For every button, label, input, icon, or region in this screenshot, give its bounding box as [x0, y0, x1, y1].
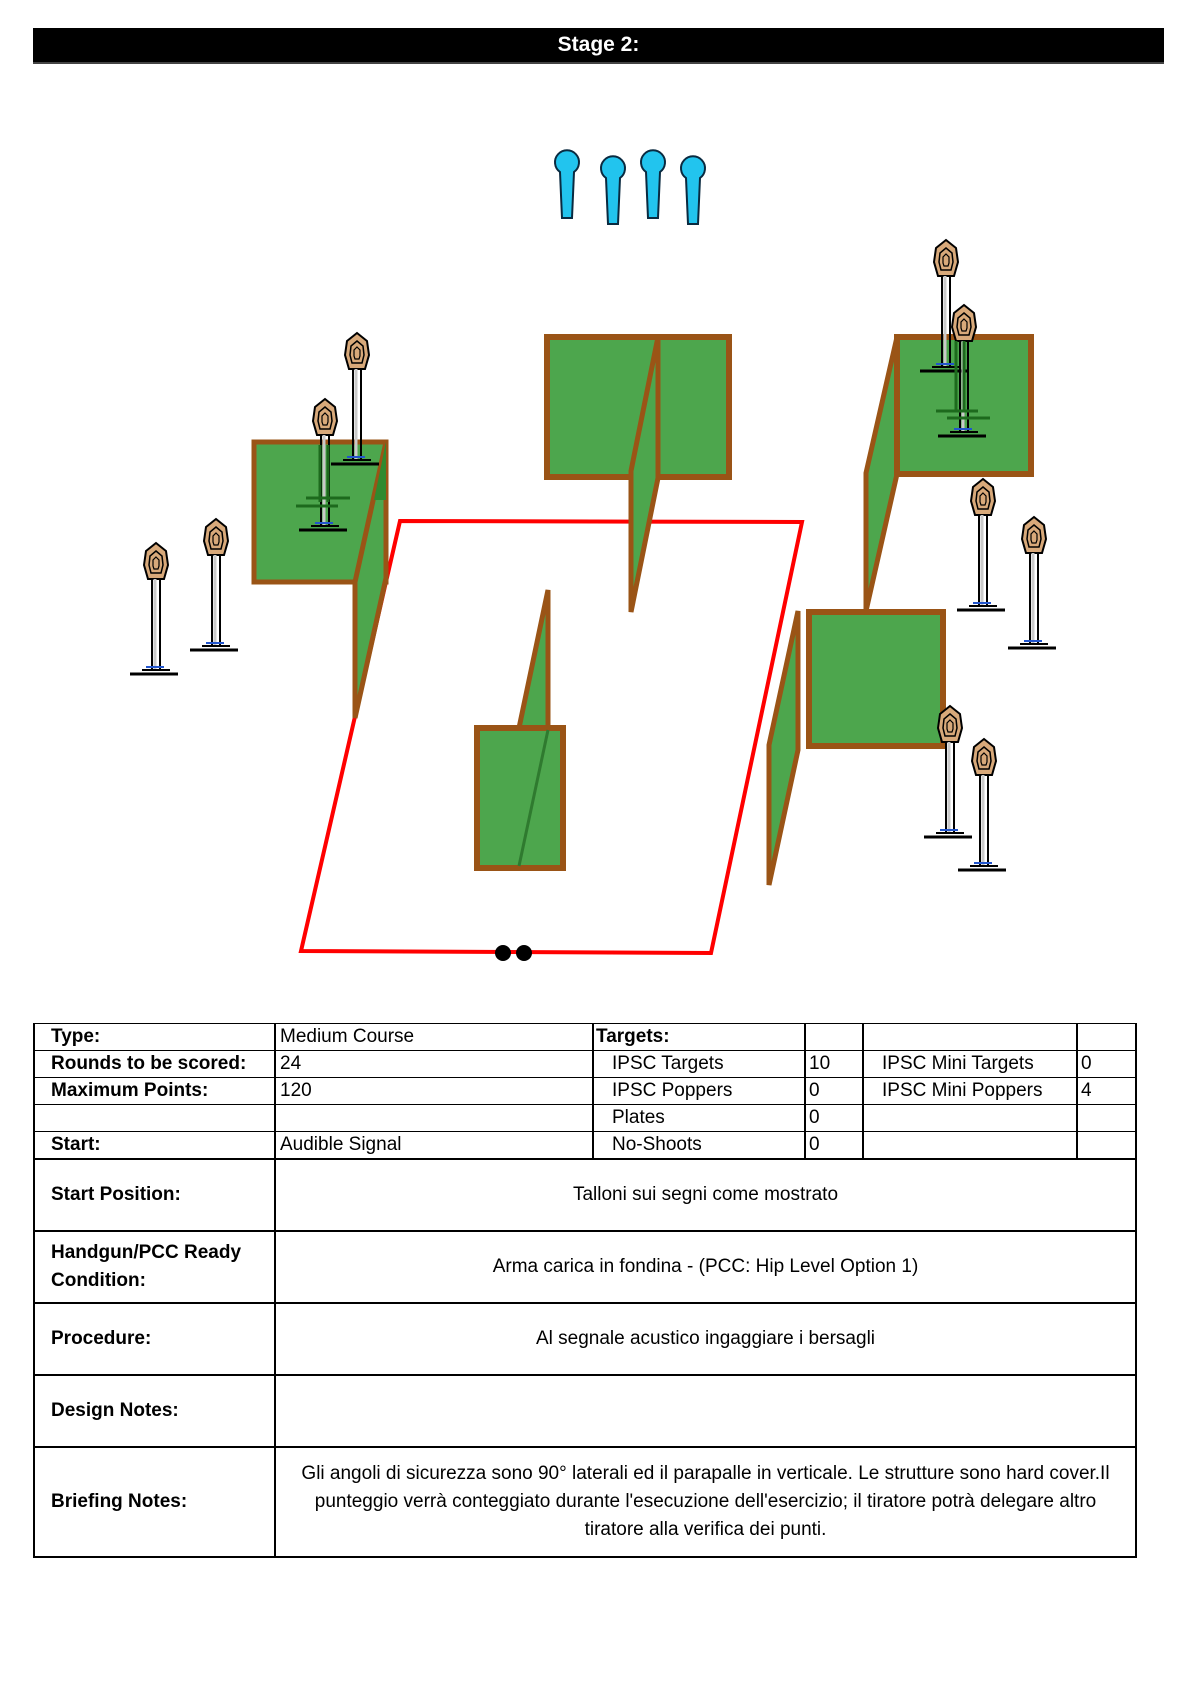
ipsc-target-10: [958, 739, 1006, 870]
ipsc-target-1: [130, 543, 178, 674]
start-position-value: Talloni sui segni come mostrato: [275, 1159, 1136, 1231]
popper-group: [555, 150, 705, 224]
target-name: Plates: [593, 1105, 805, 1132]
targets-header: Targets:: [593, 1024, 805, 1051]
row-type: [34, 1024, 1136, 1051]
target-count: 0: [805, 1132, 863, 1160]
row-start: [34, 1132, 1136, 1160]
mini-popper-1: [555, 150, 579, 218]
target-count: 10: [805, 1051, 863, 1078]
ipsc-target-7: [957, 479, 1005, 610]
wall-center-top: [547, 337, 729, 612]
row-plates: [34, 1105, 1136, 1132]
mini-target-count: 4: [1077, 1078, 1136, 1105]
briefing-notes-label: Briefing Notes:: [34, 1447, 275, 1557]
mini-target-name: IPSC Mini Poppers: [863, 1078, 1077, 1105]
mini-popper-4: [681, 156, 705, 224]
start-value: Audible Signal: [275, 1132, 593, 1160]
stage-info-table: [33, 1023, 1137, 1558]
ipsc-target-2: [190, 519, 238, 650]
stage-title: Stage 2:: [557, 33, 640, 56]
mini-popper-2: [601, 156, 625, 224]
target-name: IPSC Targets: [593, 1051, 805, 1078]
briefing-notes-value: Gli angoli di sicurezza sono 90° laterali ed il parapalle in verticale. Le strutture sono hard cover.Il punteggio verrà conteggiato durante l'esecuzione dell'esercizio; il tiratore potrà delegare altro tiratore alla verifica dei punti.: [275, 1447, 1136, 1557]
ready-condition-value: Arma carica in fondina - (PCC: Hip Level Option 1): [275, 1231, 1136, 1303]
row-procedure: [34, 1303, 1136, 1375]
row-max-points: [34, 1078, 1136, 1105]
type-label: Type:: [34, 1024, 275, 1051]
design-notes-label: Design Notes:: [34, 1375, 275, 1447]
row-briefing-notes: [34, 1447, 1136, 1557]
row-start-position: [34, 1159, 1136, 1231]
mini-target-count: 0: [1077, 1051, 1136, 1078]
row-rounds: [34, 1051, 1136, 1078]
mini-target-name: IPSC Mini Targets: [863, 1051, 1077, 1078]
max-points-value: 120: [275, 1078, 593, 1105]
rounds-value: 24: [275, 1051, 593, 1078]
target-name: IPSC Poppers: [593, 1078, 805, 1105]
procedure-value: Al segnale acustico ingaggiare i bersagli: [275, 1303, 1136, 1375]
type-value: Medium Course: [275, 1024, 593, 1051]
mini-popper-3: [641, 150, 665, 218]
row-design-notes: [34, 1375, 1136, 1447]
ipsc-target-8: [1008, 517, 1056, 648]
target-name: No-Shoots: [593, 1132, 805, 1160]
wall-right-top: [866, 337, 1031, 611]
design-notes-value: [275, 1375, 1136, 1447]
target-count: 0: [805, 1105, 863, 1132]
max-points-label: Maximum Points:: [34, 1078, 275, 1105]
row-ready-condition: [34, 1231, 1136, 1303]
target-count: 0: [805, 1078, 863, 1105]
rounds-label: Rounds to be scored:: [34, 1051, 275, 1078]
wall-center-low: [477, 590, 563, 868]
start-label: Start:: [34, 1132, 275, 1160]
procedure-label: Procedure:: [34, 1303, 275, 1375]
wall-right-low: [769, 611, 943, 885]
ready-condition-label: Handgun/PCC Ready Condition:: [34, 1231, 275, 1303]
start-position-label: Start Position:: [34, 1159, 275, 1231]
